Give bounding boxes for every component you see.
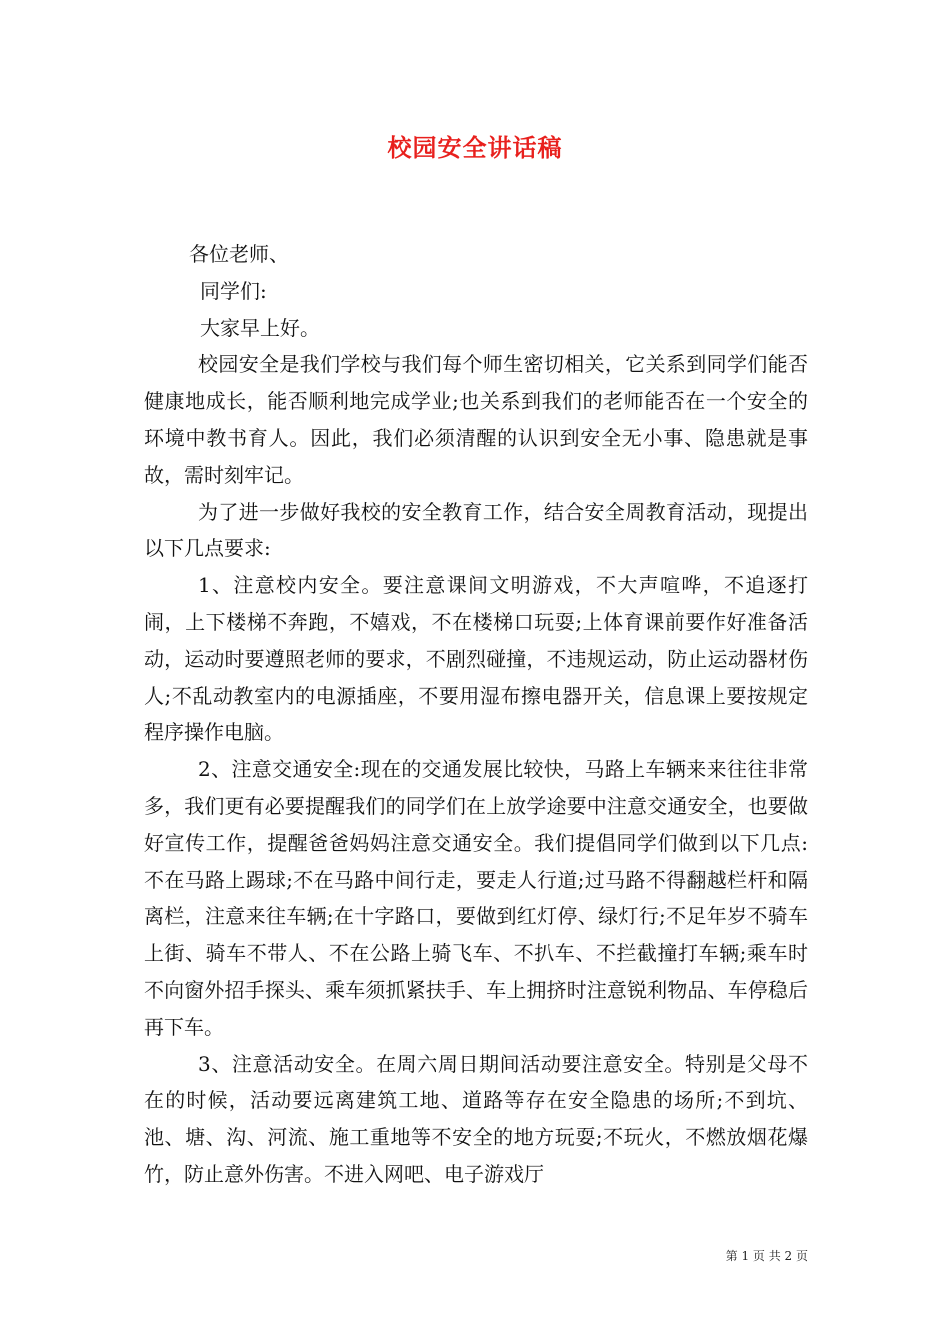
paragraph-item-3: 3、注意活动安全。在周六周日期间活动要注意安全。特别是父母不在的时候，活动要远离建筑工地、道路等存在安全隐患的场所;不到坑、池、塘、沟、河流、施工重地等不安全的地方玩耍;不玩火，不燃放烟花爆竹，防止意外伤害。不进入网吧、电子游戏厅 [144, 1051, 808, 1186]
greeting: 大家早上好。 [200, 315, 320, 340]
paragraph-requirements: 为了进一步做好我校的安全教育工作，结合安全周教育活动，现提出以下几点要求: [144, 499, 808, 561]
paragraph-intro: 校园安全是我们学校与我们每个师生密切相关，它关系到同学们能否健康地成长，能否顺利地完成学业;也关系到我们的老师能否在一个安全的环境中教书育人。因此，我们必须清醒的认识到安全无小事、隐患就是事故，需时刻牢记。 [144, 352, 808, 487]
page-title: 校园安全讲话稿 [387, 133, 563, 162]
page-number: 第 1 页 共 2 页 [725, 1249, 808, 1263]
salutation-line-1: 各位老师、 [189, 242, 289, 266]
document-body [144, 236, 808, 1193]
paragraph-item-2: 2、注意交通安全:现在的交通发展比较快，马路上车辆来来往往非常多，我们更有必要提醒我们的同学们在上放学途要中注意交通安全，也要做好宣传工作，提醒爸爸妈妈注意交通安全。我们提倡同学们做到以下几点:不在马路上踢球;不在马路中间行走，要走人行道;过马路不得翻越栏杆和隔离栏，注意来往车辆;在十字路口，要做到红灯停、绿灯行;不足年岁不骑车上街、骑车不带人、不在公路上骑飞车、不扒车、不拦截撞打车辆;乘车时不向窗外招手探头、乘车须抓紧扶手、车上拥挤时注意锐利物品、车停稳后再下车。 [144, 757, 808, 1039]
paragraph-item-1: 1、注意校内安全。要注意课间文明游戏，不大声喧哗，不追逐打闹，上下楼梯不奔跑，不嬉戏，不在楼梯口玩耍;上体育课前要作好准备活动，运动时要遵照老师的要求，不剧烈碰撞，不违规运动，防止运动器材伤人;不乱动教室内的电源插座，不要用湿布擦电器开关，信息课上要按规定程序操作电脑。 [144, 573, 808, 745]
salutation-line-2: 同学们: [200, 278, 267, 303]
